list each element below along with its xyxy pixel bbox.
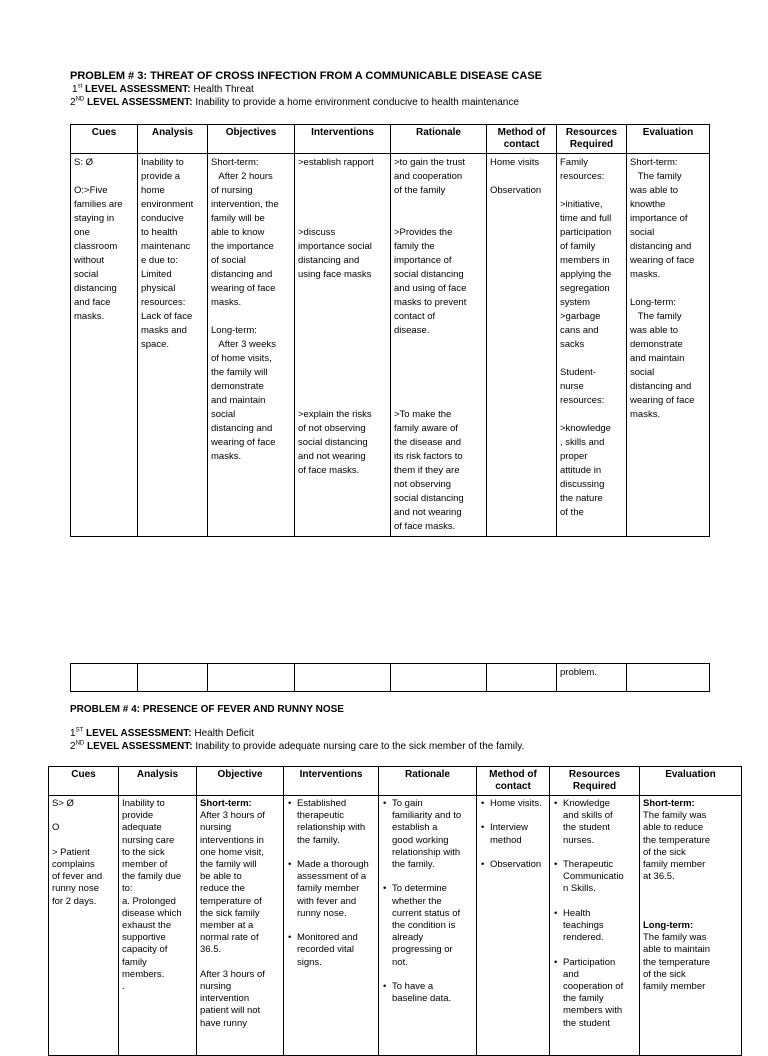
cell-text-line: , skills and	[560, 437, 605, 448]
cell-text-line: After 3 weeks	[211, 339, 276, 350]
cell-text-line: Observation	[490, 185, 542, 196]
cell-text-line: the temperature	[643, 834, 711, 846]
cell-text-line: proper	[560, 451, 588, 462]
cell-text-line: members with	[563, 1005, 623, 1017]
cell-text-line: rendered.	[563, 932, 604, 944]
problem4-level1: 1ST LEVEL ASSESSMENT: Health Deficit	[70, 727, 254, 739]
header-evaluation: Evaluation	[627, 125, 710, 154]
cell-text-line: signs.	[297, 956, 322, 968]
cell-text-line: intervention	[200, 993, 250, 1005]
cell-method	[487, 154, 557, 537]
p4-header-analysis: Analysis	[119, 767, 197, 796]
cell-text-line: of face masks.	[298, 465, 360, 476]
p4-header-evaluation: Evaluation	[640, 767, 742, 796]
cell-text-line: social	[74, 269, 99, 280]
cell-text-line: social distancing	[394, 269, 464, 280]
cell-text-line: with fever and	[297, 895, 357, 907]
bullet-list	[553, 798, 636, 1030]
problem3-level1: 1st LEVEL ASSESSMENT: Health Threat	[72, 83, 254, 95]
cell-rationale	[391, 154, 487, 537]
p4-cell-resources	[550, 796, 640, 1056]
cell-text-line: Limited	[141, 269, 172, 280]
cell-text-line: the nature	[560, 493, 603, 504]
cell-text-line: demonstrate	[630, 339, 683, 350]
cell-text-line: the sick family	[200, 907, 260, 919]
cell-text-line: .	[122, 981, 125, 993]
cell-text-line: distancing and	[211, 423, 273, 434]
cell-text-line: cooperation of	[563, 981, 624, 992]
cell-text-line: of the sick	[643, 968, 686, 980]
cell-text-line: >initiative,	[560, 199, 603, 210]
cell-text-line: method	[490, 834, 522, 846]
p4-cell-analysis	[119, 796, 197, 1056]
cell-text-line: Short-term:	[630, 157, 678, 168]
cell-text-line: wearing of face	[211, 437, 276, 448]
cell-text-line: masks.	[211, 451, 242, 462]
cell-text-line: distancing and	[630, 381, 692, 392]
bullet-item	[553, 908, 636, 957]
cell-text-line: masks and	[141, 325, 187, 336]
cell-text-line: >To make the	[394, 409, 452, 420]
cell-text-line: its risk factors to	[394, 451, 463, 462]
cell-text-line: disease.	[394, 325, 430, 336]
header-rationale: Rationale	[391, 125, 487, 154]
cell-text-line: provide a	[141, 171, 181, 182]
cell-text-line: n Skills.	[563, 883, 596, 895]
cell-text-line: wearing of face	[630, 255, 695, 266]
cell-text-line: S: Ø	[74, 157, 94, 168]
cell-text-line: members in	[560, 255, 610, 266]
cell-text-line: of social	[211, 255, 246, 266]
cell-text-line: The family	[630, 311, 682, 322]
cell-text-line: • To determine	[392, 883, 447, 895]
cell-text-line: able to reduce	[643, 822, 704, 834]
cell-text-line: family the	[394, 241, 435, 252]
bullet-item	[287, 859, 375, 932]
cell-text-line: participation	[560, 227, 612, 238]
cell-text-line: disease which	[122, 907, 182, 919]
cell-text-line: sacks	[560, 339, 585, 350]
cell-text-line: Long-term:	[630, 297, 676, 308]
cell-text-line: family member	[297, 883, 360, 895]
cell-text-line: 36.5.	[200, 944, 222, 956]
cell-text-line: therapeutic	[297, 810, 345, 822]
cell-text-line: of home visits,	[211, 353, 272, 364]
cell-text-line: the family.	[297, 834, 340, 846]
cell-text-line: • Participation	[563, 956, 616, 968]
cell-text-line: resources:	[141, 297, 186, 308]
cell-text-line: cans and	[560, 325, 599, 336]
header-method: Method of contact	[487, 125, 557, 154]
cell-text-line: space.	[141, 339, 169, 350]
cell-cues	[71, 154, 138, 537]
cell-text-line: of the	[560, 507, 584, 518]
p4-header-rationale: Rationale	[379, 767, 477, 796]
cell-text-line: current status of	[392, 907, 461, 919]
cell-text-line: family	[122, 956, 147, 968]
cell-text-line: Home visits	[490, 157, 540, 168]
cell-text-line: importance of	[630, 213, 688, 224]
cell-text-line: Long-term:	[211, 325, 257, 336]
header-resources: Resources Required	[557, 125, 627, 154]
header-cues: Cues	[71, 125, 138, 154]
p4-header-method: Method of contact	[477, 767, 550, 796]
cell-text-line: and maintain	[211, 395, 266, 406]
cell-text-line: was able to	[630, 185, 679, 196]
cell-text-line: the student	[563, 822, 611, 834]
cell-text-line: one	[74, 227, 90, 238]
cell-text-line: contact of	[394, 311, 436, 322]
cell-evaluation	[627, 154, 710, 537]
bullet-list	[382, 798, 473, 1005]
cell-text-line: whether the	[392, 895, 442, 907]
cell-text-line: runny nose	[52, 883, 100, 895]
cell-text-line: not observing	[394, 479, 452, 490]
header-objectives: Objectives	[208, 125, 295, 154]
cell-text-line: intervention, the	[211, 199, 279, 210]
cell-text-line: and skills of	[563, 810, 613, 822]
bullet-item	[382, 798, 473, 883]
cell-text-line: Short-term:	[211, 157, 259, 168]
cell-text-line: be able to	[200, 871, 242, 883]
cell-text-line: temperature of	[200, 895, 262, 907]
cell-text-line: demonstrate	[211, 381, 264, 392]
cell-text-line: wearing of face	[211, 283, 276, 294]
cell-text-line: wearing of face	[630, 395, 695, 406]
cell-text-line: Inability to	[141, 157, 184, 168]
p4-cell-interventions	[284, 796, 379, 1056]
cell-text-line: of nursing	[211, 185, 253, 196]
cell-text-line: provide	[122, 810, 154, 822]
cell-text-line: progressing or	[392, 944, 453, 956]
cell-text-line: attitude in	[560, 465, 602, 476]
cell-text-line: environment	[141, 199, 194, 210]
cell-text-line: relationship with	[392, 846, 461, 858]
cell-text-line: nurse	[560, 381, 584, 392]
bullet-list	[287, 798, 375, 969]
cell-text-line: After 2 hours	[211, 171, 273, 182]
cell-text-line: nursing care	[122, 834, 175, 846]
problem3-continuation-table	[70, 663, 710, 692]
evaluation-long-term-label: Long-term:	[643, 919, 694, 931]
cell-text-line: importance of	[394, 255, 452, 266]
cell-text-line: resources:	[560, 171, 605, 182]
cell-text-line: have runny	[200, 1017, 248, 1029]
cell-text-line: >to gain the trust	[394, 157, 466, 168]
cell-text-line: applying the	[560, 269, 612, 280]
cell-text-line: • Established	[297, 798, 347, 809]
cell-text-line: patient will not	[200, 1005, 261, 1017]
p4-cell-rationale	[379, 796, 477, 1056]
cell-text-line: of family	[560, 241, 596, 252]
cell-text-line: > Patient	[52, 846, 90, 858]
cell-text-line: masks.	[630, 269, 661, 280]
cell-text-line: good working	[392, 834, 449, 846]
cell-text-line: family will be	[211, 213, 265, 224]
cell-text-line: masks.	[211, 297, 242, 308]
objective-short-term-label: Short-term:	[200, 798, 252, 809]
cell-text-line: complains	[52, 858, 95, 870]
cell-text-line: • Interview	[490, 822, 529, 834]
bullet-item	[287, 932, 375, 969]
cell-text-line: them if they are	[394, 465, 460, 476]
cell-text-line: member at a	[200, 920, 254, 932]
problem3-level2: 2ND LEVEL ASSESSMENT: Inability to provide a home environment conducive to health maintenance	[70, 96, 519, 108]
cell-text-line: time and full	[560, 213, 612, 224]
cell-text-line: to the sick	[122, 846, 165, 858]
problem4-title: PROBLEM # 4: PRESENCE OF FEVER AND RUNNY NOSE	[70, 704, 344, 715]
cell-text-line: and using of face	[394, 283, 467, 294]
cell-text-line: and not wearing	[394, 507, 462, 518]
cell-text-line: a. Prolonged	[122, 895, 176, 907]
cell-text-line: distancing and	[211, 269, 273, 280]
cell-text-line: runny nose.	[297, 907, 347, 919]
cell-text-line: S> Ø	[52, 798, 74, 809]
cell-text-line: normal rate of	[200, 932, 259, 944]
cell-text-line: masks to prevent	[394, 297, 467, 308]
cell-text-line: >establish rapport	[298, 157, 374, 168]
cell-text-line: exhaust the	[122, 920, 172, 932]
p4-cell-objective	[197, 796, 284, 1056]
cell-text-line: of the family	[394, 185, 446, 196]
evaluation-short-term-label: Short-term:	[643, 798, 695, 809]
cell-resources	[557, 154, 627, 537]
cell-text-line: supportive	[122, 932, 166, 944]
cell-text-line: >explain the risks	[298, 409, 372, 420]
cell-text-line: distancing	[74, 283, 117, 294]
cell-text-line: nursing	[200, 981, 232, 993]
p4-header-objective: Objective	[197, 767, 284, 796]
bullet-item	[553, 798, 636, 859]
cell-text-line: • Health	[563, 907, 591, 919]
continuation-resources: problem.	[557, 664, 627, 692]
p4-cell-method	[477, 796, 550, 1056]
cell-text-line: maintenanc	[141, 241, 191, 252]
bullet-item	[287, 798, 375, 859]
cell-text-line: not.	[392, 956, 408, 968]
cell-text-line: and	[563, 968, 579, 980]
cell-text-line: resources:	[560, 395, 605, 406]
cell-text-line: • Knowledge	[563, 798, 611, 809]
cell-text-line: masks.	[630, 409, 661, 420]
p4-header-resources: Resources Required	[550, 767, 640, 796]
p4-header-interventions: Interventions	[284, 767, 379, 796]
cell-text-line: adequate	[122, 822, 162, 834]
bullet-list	[480, 798, 546, 871]
cell-text-line: the disease and	[394, 437, 462, 448]
cell-text-line: classroom	[74, 241, 118, 252]
cell-text-line: the family.	[392, 859, 435, 871]
p4-cell-cues	[49, 796, 119, 1056]
bullet-item	[382, 883, 473, 981]
cell-text-line: e due to:	[141, 255, 178, 266]
cell-text-line: O:>Five	[74, 185, 108, 196]
cell-text-line: the family	[563, 993, 604, 1005]
bullet-item	[480, 822, 546, 859]
cell-text-line: masks.	[74, 311, 105, 322]
cell-text-line: already	[392, 932, 424, 944]
problem4-level2: 2ND LEVEL ASSESSMENT: Inability to provide adequate nursing care to the sick member of the family.	[70, 740, 525, 752]
cell-text-line: • Therapeutic	[563, 859, 614, 870]
cell-text-line: to health	[141, 227, 178, 238]
cell-text-line: interventions in	[200, 834, 264, 846]
cell-text-line: • Observation	[490, 858, 542, 870]
cell-text-line: establish a	[392, 822, 438, 834]
cell-text-line: • To gain	[392, 798, 423, 809]
cell-text-line: the condition is	[392, 920, 456, 932]
cell-text-line: social	[211, 409, 236, 420]
bullet-item	[553, 957, 636, 1030]
cell-text-line: relationship with	[297, 822, 366, 834]
cell-text-line: of the sick	[643, 846, 686, 858]
cell-text-line: After 3 hours of	[200, 968, 265, 980]
header-analysis: Analysis	[138, 125, 208, 154]
cell-text-line: physical	[141, 283, 176, 294]
cell-text-line: knowthe	[630, 199, 666, 210]
cell-text-line: Lack of face	[141, 311, 193, 322]
cell-text-line: the family will	[200, 859, 257, 871]
cell-text-line: the importance	[211, 241, 274, 252]
cell-text-line: one home visit,	[200, 846, 264, 858]
cell-text-line: familiarity and to	[392, 810, 462, 822]
cell-text-line: • Home visits.	[490, 798, 542, 809]
cell-text-line: The family was	[643, 932, 707, 944]
cell-text-line: home	[141, 185, 165, 196]
cell-text-line: baseline data.	[392, 993, 452, 1005]
p4-cell-evaluation	[640, 796, 742, 1056]
cell-text-line: family aware of	[394, 423, 458, 434]
cell-text-line: and maintain	[630, 353, 685, 364]
cell-text-line: Inability to	[122, 798, 165, 809]
cell-text-line: able to know	[211, 227, 265, 238]
cell-text-line: O	[52, 822, 60, 834]
cell-text-line: staying in	[74, 213, 115, 224]
p4-header-cues: Cues	[49, 767, 119, 796]
bullet-item	[382, 981, 473, 1005]
cell-text-line: reduce the	[200, 883, 245, 895]
cell-text-line: social distancing	[298, 437, 368, 448]
cell-text-line: to:	[122, 883, 133, 895]
cell-analysis	[138, 154, 208, 537]
cell-text-line: assessment of a	[297, 871, 367, 883]
cell-text-line: the student	[563, 1017, 611, 1029]
cell-text-line: • Monitored and	[297, 932, 358, 944]
cell-text-line: The family	[630, 171, 682, 182]
bullet-item	[480, 798, 546, 822]
cell-text-line: was able to	[630, 325, 679, 336]
cell-text-line: distancing and	[630, 241, 692, 252]
cell-text-line: and cooperation	[394, 171, 463, 182]
cell-text-line: the family will	[211, 367, 268, 378]
cell-text-line: using face masks	[298, 269, 372, 280]
problem4-table	[48, 766, 742, 1056]
cell-text-line: for 2 days.	[52, 895, 97, 907]
cell-text-line: of not observing	[298, 423, 366, 434]
cell-text-line: members.	[122, 968, 165, 980]
cell-text-line: capacity of	[122, 944, 168, 956]
cell-text-line: • Made a thorough	[297, 859, 369, 870]
cell-text-line: families are	[74, 199, 123, 210]
bullet-item	[480, 859, 546, 871]
cell-text-line: social	[630, 227, 655, 238]
problem3-title: PROBLEM # 3: THREAT OF CROSS INFECTION FROM A COMMUNICABLE DISEASE CASE	[70, 70, 542, 82]
cell-text-line: family member	[643, 981, 706, 992]
cell-text-line: discussing	[560, 479, 605, 490]
cell-text-line: and not wearing	[298, 451, 366, 462]
cell-text-line: recorded vital	[297, 944, 355, 956]
cell-text-line: importance social	[298, 241, 372, 252]
cell-text-line: without	[74, 255, 105, 266]
cell-text-line: The family was	[643, 810, 707, 822]
cell-interventions	[295, 154, 391, 537]
cell-text-line: nursing	[200, 822, 232, 834]
cell-text-line: social distancing	[394, 493, 464, 504]
cell-text-line: >discuss	[298, 227, 336, 238]
cell-text-line: social	[630, 367, 655, 378]
cell-text-line: teachings	[563, 920, 604, 931]
problem3-table	[70, 124, 710, 537]
cell-text-line: of face masks.	[394, 521, 456, 532]
cell-text-line: system	[560, 297, 591, 308]
cell-text-line: nurses.	[563, 834, 595, 846]
cell-text-line: the temperature	[643, 956, 711, 968]
cell-text-line: >Provides the	[394, 227, 453, 238]
bullet-item	[553, 859, 636, 908]
cell-text-line: After 3 hours of	[200, 810, 265, 822]
cell-text-line: member of	[122, 859, 168, 871]
cell-text-line: >garbage	[560, 311, 601, 322]
cell-text-line: Student-	[560, 367, 596, 378]
header-interventions: Interventions	[295, 125, 391, 154]
cell-text-line: • To have a	[392, 981, 434, 993]
cell-objectives	[208, 154, 295, 537]
cell-text-line: Communicatio	[563, 871, 624, 883]
cell-text-line: able to maintain	[643, 944, 711, 956]
cell-text-line: family member	[643, 859, 706, 871]
cell-text-line: >knowledge	[560, 423, 611, 434]
cell-text-line: at 36.5.	[643, 871, 675, 883]
cell-text-line: and face	[74, 297, 111, 308]
cell-text-line: of fever and	[52, 871, 103, 883]
cell-text-line: the family due	[122, 871, 182, 883]
cell-text-line: Family	[560, 157, 588, 168]
cell-text-line: distancing and	[298, 255, 360, 266]
cell-text-line: conducive	[141, 213, 184, 224]
cell-text-line: segregation	[560, 283, 610, 294]
